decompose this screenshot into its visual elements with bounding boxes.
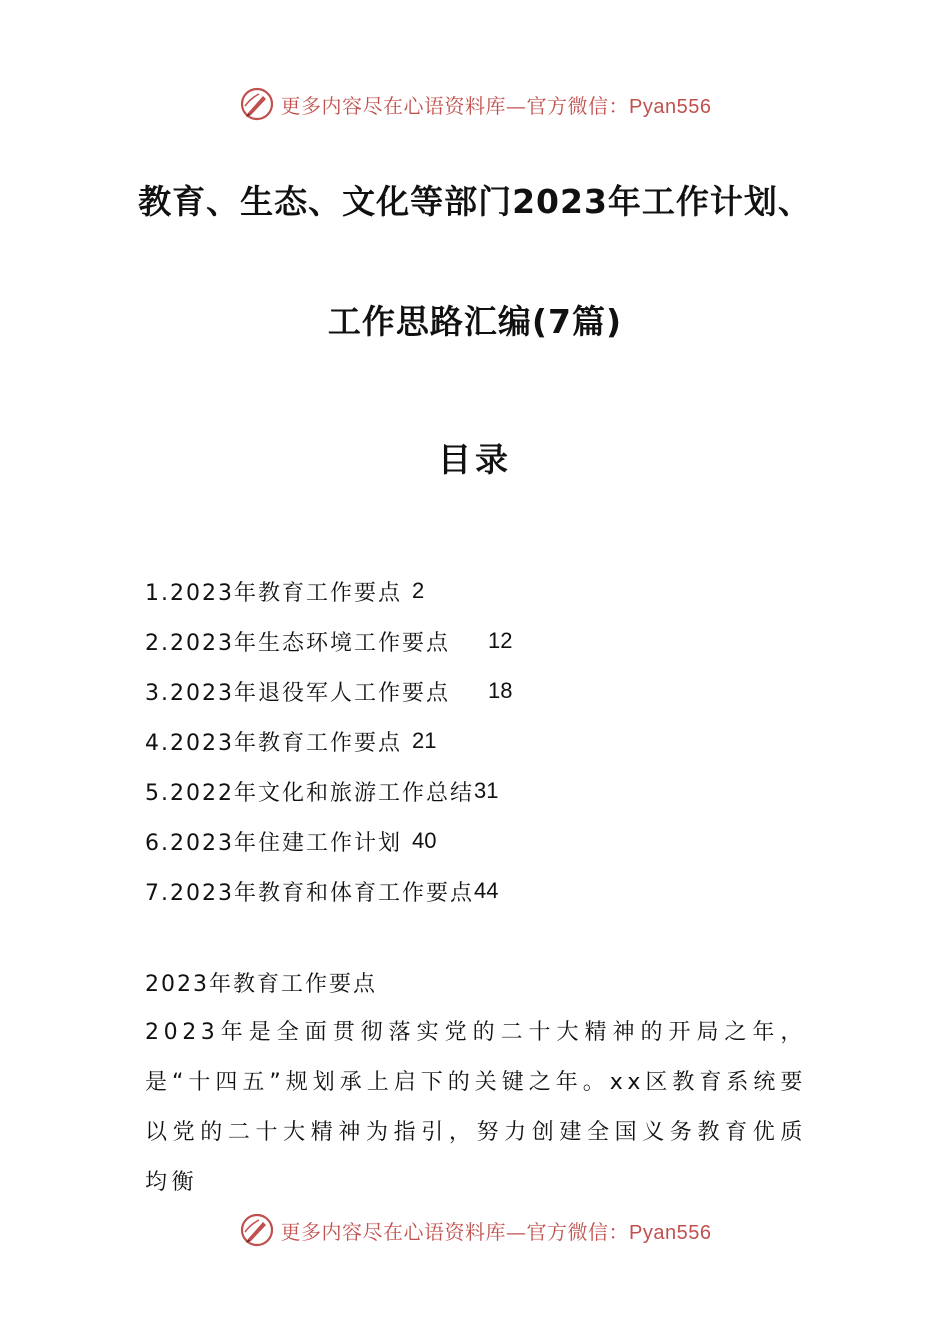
toc-item-label: 7.2023年教育和体育工作要点 — [145, 880, 474, 906]
toc-item-page: 44 — [473, 878, 499, 903]
toc-item-page: 31 — [473, 778, 499, 803]
toc-item-page: 40 — [411, 828, 437, 853]
wechat-id: Pyan556 — [629, 95, 712, 118]
toc-item-label: 3.2023年退役军人工作要点 — [145, 680, 450, 706]
toc-item-label: 2.2023年生态环境工作要点 — [145, 630, 450, 656]
toc-item[interactable] — [145, 816, 805, 866]
toc-item[interactable] — [145, 866, 805, 916]
toc-item-label: 4.2023年教育工作要点 — [145, 730, 402, 756]
body-section — [145, 962, 807, 1208]
toc-item-page: 21 — [411, 728, 437, 753]
toc-item[interactable] — [145, 716, 805, 766]
table-of-contents — [145, 566, 805, 916]
toc-item-page: 12 — [487, 628, 513, 653]
body-paragraph: 2023年是全面贯彻落实党的二十大精神的开局之年，是“十四五”规划承上启下的关键之年。xx区教育系统要以党的二十大精神为指引，努力创建全国义务教育优质均衡 — [145, 1020, 807, 1195]
toc-item-label: 5.2022年文化和旅游工作总结 — [145, 780, 474, 806]
document-title-line-2: 工作思路汇编(7篇) — [327, 302, 623, 341]
toc-item-label: 1.2023年教育工作要点 — [145, 580, 402, 606]
banner-text: 更多内容尽在心语资料库—官方微信：Pyan556 — [280, 1219, 712, 1244]
header-banner — [0, 84, 950, 124]
wechat-id: Pyan556 — [629, 1221, 712, 1244]
toc-item[interactable] — [145, 666, 805, 716]
document-title-line-1: 教育、生态、文化等部门2023年工作计划、 — [138, 182, 812, 221]
toc-heading: 目录 — [438, 440, 512, 479]
pen-logo-icon — [239, 1212, 275, 1248]
toc-item-page: 18 — [487, 678, 513, 703]
toc-item-label: 6.2023年住建工作计划 — [145, 830, 402, 856]
toc-item[interactable] — [145, 566, 805, 616]
banner-text: 更多内容尽在心语资料库—官方微信：Pyan556 — [280, 93, 712, 118]
toc-item-page: 2 — [411, 578, 425, 603]
footer-banner — [0, 1210, 950, 1250]
pen-logo-icon — [239, 86, 275, 122]
toc-item[interactable] — [145, 616, 805, 666]
section-title: 2023年教育工作要点 — [145, 972, 377, 997]
toc-item[interactable] — [145, 766, 805, 816]
